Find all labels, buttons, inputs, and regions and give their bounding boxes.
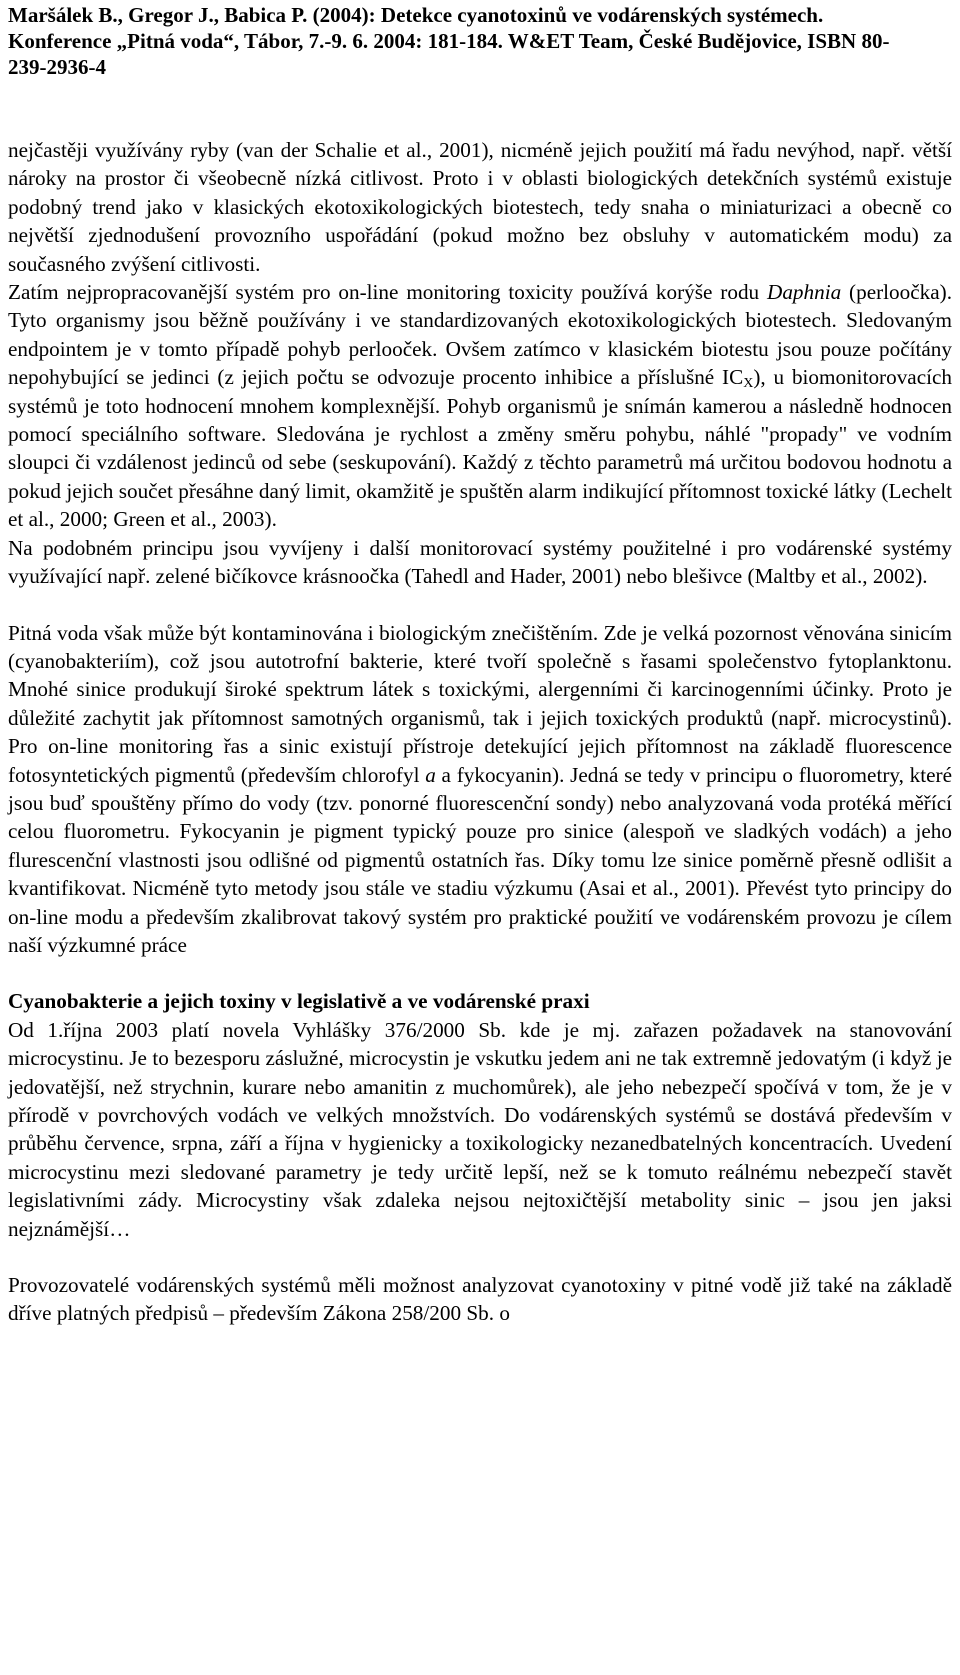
daphnia-text-1: Zatím nejpropracovanější systém pro on-line monitoring toxicity používá korýše rodu — [8, 280, 768, 305]
ic-subscript: X — [743, 376, 754, 392]
section-heading: Cyanobakterie a jejich toxiny v legislativě a ve vodárenské praxi — [8, 989, 590, 1014]
cyano-text-1: Pitná voda však může být kontaminována i biologickým znečištěním. Zde je velká pozornost věnována sinicím (cyanobakteriím), což jsou autotrofní bakterie, které tvoří společně s řasami společenstvo fytoplanktonu. Mnohé sinice produkují široké spektrum látek s toxickými, alergenními či karcinogenními účinky. Proto je důležité zachytit jak přítomnost samotných organismů, tak i jejich toxických produktů (např. microcystinů). Pro on-line monitoring řas a sinic existují přístroje detekující jejich přítomnost na základě fluorescence fotosyntetických pigmentů (především chlorofyl — [8, 620, 952, 787]
paragraph-gap — [8, 959, 952, 987]
paragraph-gap — [8, 591, 952, 619]
chlorophyll-a: a — [425, 762, 436, 787]
citation-line-1: Maršálek B., Gregor J., Babica P. (2004): Detekce cyanotoxinů ve vodárenských systémech. — [8, 3, 824, 27]
paragraph-other-systems: Na podobném principu jsou vyvíjeny i další monitorovací systémy použitelné i pro vodárenské systémy využívající např. zelené bičíkovce krásnoočka (Tahedl and Hader, 2001) nebo blešivce (Maltby et al., 2002). — [8, 535, 952, 589]
daphnia-text-2: (perloočka). Tyto organismy jsou běžně používány i ve standardizovaných ekotoxikologických biotestech. Sledovaným endpointem je v tomto případě pohyb perlooček. Ovšem zatímco v klasickém biotestu jsou pouze počítány nepohybující se jedinci (z jejich počtu se odvozuje procento inhibice a příslušné IC — [8, 280, 952, 390]
daphnia-genus: Daphnia — [767, 280, 842, 305]
body-text — [8, 136, 952, 1328]
paragraph-operators: Provozovatelé vodárenských systémů měli možnost analyzovat cyanotoxiny v pitné vodě již také na základě dříve platných předpisů – především Zákona 258/200 Sb. o — [8, 1273, 952, 1326]
citation-line-2: Konference „Pitná voda“, Tábor, 7.-9. 6. 2004: 181-184. W&ET Team, České Budějovice, ISBN 80- — [8, 29, 890, 53]
paragraph-legislation: Od 1.října 2003 platí novela Vyhlášky 376/2000 Sb. kde je mj. zařazen požadavek na stanovování microcystinu. Je to bezesporu záslužné, microcystin je vskutku jedem ani ne tak extremně jedovatým (i když je jedovatější, než strychnin, kurare nebo amanitin z muchomůrek), ale jeho nebezpečí spočívá v tom, že je v přírodě v povrchových vodách ve velkých množstvích. Do vodárenských systémů se dostává především v průběhu července, srpna, září a října v hygienicky a toxikologicky nezanedbatelných koncentracích. Uvedení microcystinu mezi sledované parametry je tedy určitě lepší, než se k tomuto reálnému nebezpečí stavět legislativními zády. Microcystiny však zdaleka nejsou nejtoxičtější metabolity sinic – jsou jen jaksi nejznámější… — [8, 1017, 952, 1241]
paragraph-cyanobacteria — [8, 619, 952, 960]
citation-line-3: 239-2936-4 — [8, 55, 106, 79]
paragraph-gap — [8, 1243, 952, 1271]
paragraph-fish-detection: nejčastěji využívány ryby (van der Schalie et al., 2001), nicméně jejich použití má řadu nevýhod, např. větší nároky na prostor či všeobecně nízká citlivost. Proto i v oblasti biologických detekčních systémů existuje podobný trend jako v klasických ekotoxikologických biotestech, tedy snaha o miniaturizaci a obecně co největší zjednodušení provozního uspořádání (pokud možno bez obsluhy v automatickém modu) za současného zvýšení citlivosti. — [8, 138, 952, 276]
cyano-text-2: a fykocyanin). Jedná se tedy v principu o fluorometry, které jsou buď spouštěny přímo do vody (tzv. ponorné fluorescenční sondy) nebo analyzovaná voda protéká měřící celou fluorometru. Fykocyanin je pigment typický pouze pro sinice (alespoň ve sladkých vodách) a jeho flurescenční vlastnosti jsou odlišné od pigmentů ostatních řas. Díky tomu lze sinice poměrně přesně odlišit a kvantifikovat. Nicméně tyto metody jsou stále ve stadiu výzkumu (Asai et al., 2001). Převést tyto principy do on-line modu a především zkalibrovat takový systém pro praktické použití ve vodárenském provozu je cílem naší výzkumné práce — [8, 762, 952, 957]
paragraph-daphnia — [8, 278, 952, 534]
document-page — [8, 0, 952, 1328]
daphnia-text-3: ), u biomonitorovacích systémů je toto hodnocení mnohem komplexnější. Pohyb organismů je snímán kamerou a následně hodnocen pomocí speciálního software. Sledována je rychlost a změny směru pohybu, náhlé "propady" ve vodním sloupci či vzdálenost jedinců od sebe (seskupování). Každý z těchto parametrů má určitou bodovou hodnotu a pokud jejich součet přesáhne daný limit, okamžitě je spuštěn alarm indikující přítomnost toxické látky (Lechelt et al., 2000; Green et al., 2003). — [8, 365, 952, 532]
citation-header — [8, 2, 952, 80]
